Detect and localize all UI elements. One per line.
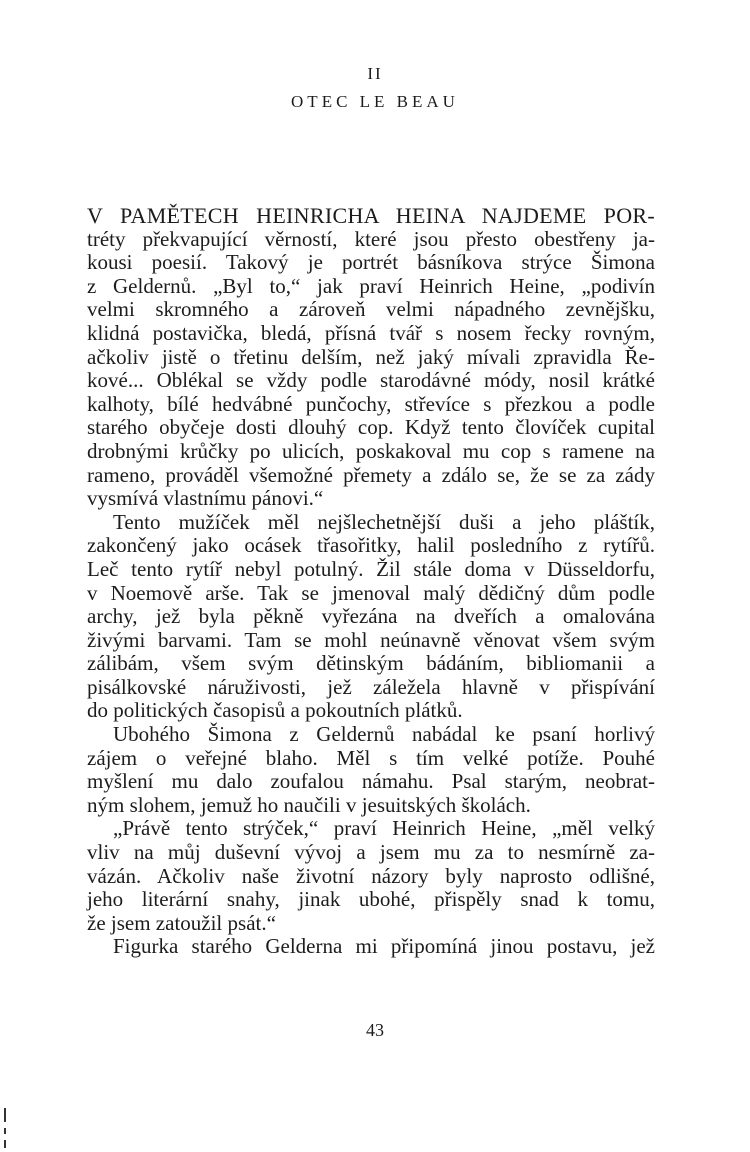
text-line: zájem o veřejné blaho. Měl s tím velké potíže. Pouhé — [87, 745, 655, 770]
text-line: V PAMĚTECH HEINRICHA HEINA NAJDEME POR- — [87, 203, 655, 228]
text-line: že jsem zatoužil psát.“ — [87, 910, 276, 935]
text-line: vysmívá vlastnímu pánovi.“ — [87, 486, 324, 511]
chapter-number: II — [367, 64, 383, 83]
text-line: rameno, prováděl všemožné přemety a zdálo se, že se za zády — [87, 462, 655, 487]
paragraph — [87, 204, 655, 511]
text-line: živými barvami. Tam se mohl neúnavně věnovat všem svým — [87, 627, 655, 652]
text-line: vliv na můj duševní vývoj a jsem mu za to nesmírně za- — [87, 840, 655, 865]
page-number: 43 — [366, 1020, 384, 1040]
text-line: Ubohého Šimona z Geldernů nabádal ke psaní horlivý — [113, 722, 655, 747]
chapter-title: OTEC LE BEAU — [291, 92, 459, 111]
text-line: ačkoliv jistě o třetinu delším, než jaký mívali zpravidla Ře- — [87, 344, 655, 369]
text-line: pisálkovské náruživosti, jež záležela hlavně v přispívání — [87, 674, 655, 699]
paragraph — [87, 723, 655, 817]
body-text — [87, 204, 655, 959]
text-line: Figurka starého Gelderna mi připomíná jinou postavu, jež — [113, 934, 655, 959]
text-line: v Noemově arše. Tak se jmenoval malý dědičný dům podle — [87, 580, 655, 605]
text-line: starého obyčeje dosti dlouhý cop. Když tento človíček cupital — [87, 415, 655, 440]
text-line: tréty překvapující věrností, které jsou přesto obestřeny ja- — [87, 226, 655, 251]
paragraph — [87, 817, 655, 935]
text-line: do politických časopisů a pokoutních plátků. — [87, 698, 463, 723]
text-line: kové... Oblékal se vždy podle starodávné módy, nosil krátké — [87, 368, 655, 393]
text-line: myšlení mu dalo zoufalou námahu. Psal starým, neobrat- — [87, 769, 655, 794]
text-line: zálibám, všem svým dětinským bádáním, bibliomanii a — [87, 651, 655, 676]
text-line: kousi poesií. Takový je portrét básníkova strýce Šimona — [87, 250, 655, 275]
text-line: Leč tento rytíř nebyl potulný. Žil stále doma v Düsseldorfu, — [87, 556, 655, 581]
text-line: z Geldernů. „Byl to,“ jak praví Heinrich Heine, „podivín — [87, 273, 655, 298]
text-line: zakončený jako ocásek třasořitky, halil posledního z rytířů. — [87, 533, 655, 558]
text-line: ným slohem, jemuž ho naučili v jesuitských školách. — [87, 792, 531, 817]
paragraph — [87, 935, 655, 959]
text-line: „Právě tento strýček,“ praví Heinrich Heine, „měl velký — [113, 816, 655, 841]
text-line: vázán. Ačkoliv naše životní názory byly naprosto odlišné, — [87, 863, 655, 888]
text-line: jeho literární snahy, jinak ubohé, přispěly snad k tomu, — [87, 887, 655, 912]
text-line: drobnými krůčky po ulicích, poskakoval mu cop s ramene na — [87, 438, 655, 463]
text-line: velmi skromného a zároveň velmi nápadného zevnějšku, — [87, 297, 655, 322]
paragraph — [87, 511, 655, 723]
scan-edge-mark — [4, 1108, 6, 1122]
text-line: kalhoty, bílé hedvábné punčochy, střevíce s přezkou a podle — [87, 391, 655, 416]
text-line: Tento mužíček měl nejšlechetnější duši a jeho pláštík, — [113, 509, 655, 534]
text-line: archy, jež byla pěkně vyřezána na dveřích a omalována — [87, 604, 655, 629]
scan-edge-mark — [4, 1140, 6, 1148]
scan-edge-mark — [4, 1128, 6, 1134]
text-line: klidná postavička, bledá, přísná tvář s nosem řecky rovným, — [87, 320, 655, 345]
